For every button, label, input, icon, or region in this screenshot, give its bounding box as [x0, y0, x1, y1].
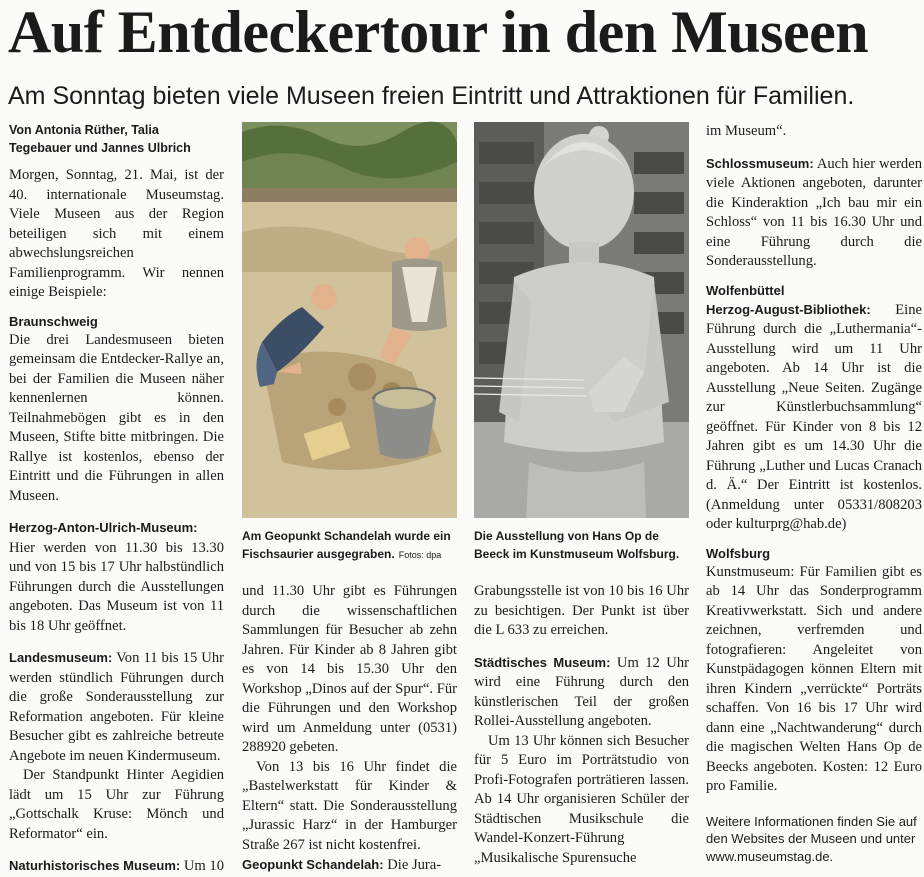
excavation-caption — [242, 528, 464, 564]
braunschweig-paragraph: Die drei Landesmuseen bieten gemeinsam die Entdecker-Rallye an, bei der Familien die Museen näher kennenlernen können. Teilnahmebögen gibt es in den Museen, Stifte bitte mitbringen. Die Rallye ist kostenlos, ebenso der Eintritt und die Führungen in allen Museen. — [9, 331, 224, 504]
schlossmuseum-label: Schlossmuseum: — [706, 155, 814, 171]
staedtisches-paragraph — [474, 653, 689, 732]
kunstmuseum-paragraph: Kunstmuseum: Für Familien gibt es ab 14 Uhr das Sonderprogramm Kreativwerkstatt. Sich und andere zeichnen, verfremden und fotografieren: Angeleitet von Kunstpädagogen können Eltern mit ihren Kindern „verrückte“ Porträts schaffen. Von 16 bis 17 Uhr wird dann eine „Nachtwanderung“ durch die magischen Welten Hans Op de Beecks angeboten. Kosten: 12 Euro pro Familie. — [706, 563, 922, 794]
landesmuseum-paragraph — [9, 648, 224, 766]
article-column-4 — [706, 122, 923, 864]
landesmuseum-text: Von 11 bis 15 Uhr werden stündlich Führungen durch die große Sonderausstellung zur Reformation angeboten. Für kleine Besucher gibt es zahlreiche betreute Angebote im neuen Kindermuseum. — [9, 650, 225, 764]
subheadline: Am Sonntag bieten viele Museen freien Eintritt und Attraktionen für Familien. — [8, 82, 855, 110]
section-heading-wolfenbuettel: Wolfenbüttel — [706, 282, 785, 298]
geopunkt-text: Die Jura- — [387, 857, 442, 873]
sculpture-caption: Die Ausstellung von Hans Op de Beeck im Kunstmuseum Wolfsburg. — [474, 529, 680, 561]
section-heading-braunschweig: Braunschweig — [9, 313, 98, 329]
schlossmuseum-text: Auch hier werden viele Aktionen angeboten, darunter die Kinderaktion „Ich bau mir ein Schloss“ von 11 bis 16.30 Uhr und eine Führung durch die Sonderausstellung. — [706, 155, 923, 269]
excavation-caption-text: Am Geopunkt Schandelah wurde ein Fischsaurier ausgegraben. — [242, 529, 451, 561]
naturhistorisches-paragraph — [9, 856, 224, 877]
hau-label: Herzog-Anton-Ulrich-Museum: — [9, 520, 198, 535]
staedtisches-label: Städtisches Museum: — [474, 654, 611, 670]
column4-paragraph-1: im Museum“. — [706, 123, 787, 139]
bibliothek-text: Eine Führung durch die „Luthermania“-Ausstellung wird um 11 Uhr angeboten. Ab 14 Uhr ist die Ausstellung „Neue Seiten. Zugänge zur Künstlerbuchsammlung“ geöffnet. Für Kinder von 8 bis 12 Jahren gibt es um 14.30 Uhr die Führung „Luther und Lucas Cranach d. Ä.“ Der Eintritt ist kostenlos. (Anmeldung unter 05331/808203 oder kulturprg@hab.de) — [706, 301, 922, 532]
column3-paragraph-3: Um 13 Uhr können sich Besucher für 5 Euro im Porträtstudio von Profi-Fotografen porträtieren lassen. Ab 14 Uhr organisieren Schüler der Städtischen Musikschule die Wandel-Konzert-Führung „Musikalische Spurensuche — [474, 732, 689, 866]
excavation-photo-image — [242, 122, 457, 518]
sculpture-photo — [474, 122, 689, 518]
bibliothek-paragraph — [706, 300, 922, 535]
column3-paragraph-1: Grabungsstelle ist von 10 bis 16 Uhr zu besichtigen. Der Punkt ist über die L 633 zu erreichen. — [474, 583, 689, 638]
landesmuseum-label: Landesmuseum: — [9, 650, 113, 665]
article-column-1 — [9, 122, 225, 874]
bibliothek-label: Herzog-August-Bibliothek: — [706, 301, 871, 317]
intro-paragraph: Morgen, Sonntag, 21. Mai, ist der 40. internationale Museumstag. Viele Museen aus der Region beteiligen sich mit einem abwechslungsreichen Familienprogramm. Wir nennen einige Beispiele: — [9, 167, 224, 300]
more-info-note: Weitere Informationen finden Sie auf den Websites der Museen und unter www.museumstag.de. — [706, 813, 917, 864]
hau-text: Hier werden von 11.30 bis 13.30 und von 15 bis 17 Uhr halbstündlich Führungen durch die Ausstellungen angeboten. Das Museum ist von 11 bis 18 Uhr geöffnet. — [9, 539, 224, 634]
aegidien-paragraph: Der Standpunkt Hinter Aegidien lädt um 15 Uhr zur Führung „Gottschalk Kruse: Mönch und Reformator“ ein. — [9, 767, 224, 842]
geopunkt-label: Geopunkt Schandelah: — [242, 857, 384, 872]
staedtisches-text: Um 12 Uhr wird eine Führung durch den künstlerischen Teil der großen Rollei-Ausstellung angeboten. — [474, 654, 689, 729]
section-heading-wolfsburg: Wolfsburg — [706, 545, 771, 561]
schlossmuseum-paragraph — [706, 154, 922, 272]
article-column-2 — [242, 582, 457, 873]
naturhistorisches-text: Um 10 — [183, 858, 224, 874]
hau-paragraph — [9, 518, 224, 636]
article-column-3 — [474, 582, 689, 866]
photo-credit: Fotos: dpa — [398, 549, 442, 560]
column2-paragraph-2: Von 13 bis 16 Uhr findet die „Bastelwerkstatt für Kinder & Eltern“ statt. Die Sonderausstellung „Jurassic Harz“ in der Hamburger Straße 267 ist nicht kostenfrei. — [242, 758, 457, 853]
naturhistorisches-label: Naturhistorisches Museum: — [9, 858, 181, 873]
column2-paragraph-1: und 11.30 Uhr gibt es Führungen durch die wissenschaftlichen Sammlungen für Besucher ab zehn Jahren. Für Kinder ab 8 Jahren gibt es von 14 bis 15.30 Uhr den Workshop „Dinos auf der Spur“. Für die Führungen und den Workshop wird um Anmeldung unter (0531) 288920 gebeten. — [242, 583, 457, 755]
excavation-photo — [242, 122, 457, 518]
geopunkt-paragraph — [242, 855, 457, 876]
byline: Von Antonia Rüther, Talia Tegebauer und Jannes Ulbrich — [9, 123, 191, 155]
headline: Auf Entdeckertour in den Museen — [8, 0, 869, 65]
sculpture-photo-image — [474, 122, 689, 518]
